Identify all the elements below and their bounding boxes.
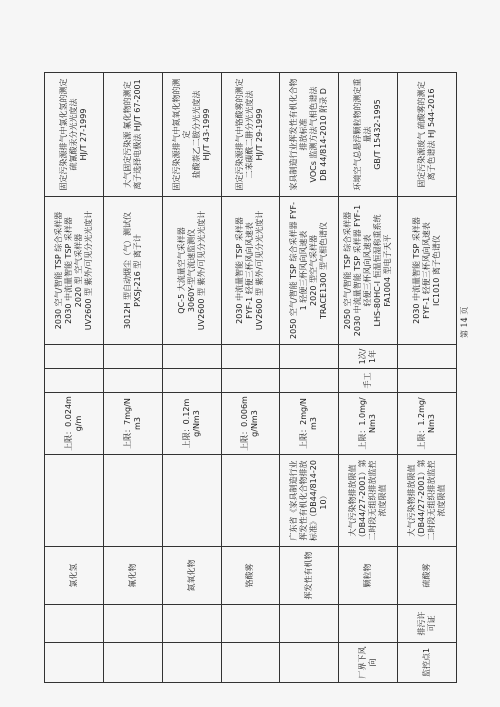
standard-cell: 大气污染物排放限值（DB44/27-2001）第二时段无组织排放监控浓度限值 [398,455,457,547]
frequency-cell [162,345,221,369]
monitoring-table [44,72,457,683]
frequency-cell [398,345,457,369]
permit-cell [45,605,104,643]
analysis-cell: 固定污染源排气中铬酸雾的测定 二苯碳酰二肼分光光度法 HJ/T 29-1999 [221,73,280,197]
pollutant-cell: 铬酸雾 [221,547,280,605]
page-footer [455,298,485,378]
analysis-cell: 环境空气总悬浮颗粒物的测定重量法 GB/T 15432-1995 [339,73,398,197]
table-row [221,73,280,683]
method-cell [45,369,104,393]
standard-cell [162,455,221,547]
pollutant-cell: 氟化物 [103,547,162,605]
limit-cell: 上限：0.12mg/Nm3 [162,393,221,455]
method-cell [221,369,280,393]
location-cell [103,643,162,683]
method-cell [103,369,162,393]
limit-cell: 上限：0.024mg/m [45,393,104,455]
permit-cell: 排污许可证 [398,605,457,643]
standard-cell [45,455,104,547]
location-cell [221,643,280,683]
frequency-cell [103,345,162,369]
location-cell: 监控点1 [398,643,457,683]
location-cell [162,643,221,683]
standard-cell: 广东省《家具制造行业挥发性有机化合物排放标准》（DB44/814-2010） [280,455,339,547]
frequency-cell: 1次/1年 [339,345,398,369]
location-cell: 厂界下风向 [339,643,398,683]
pollutant-cell: 颗粒物 [339,547,398,605]
page-number: 第 14 页 [460,306,469,338]
table-row [103,73,162,683]
permit-cell [280,605,339,643]
analysis-cell: 固定污染源排气中氯化氢的测定 硫氰酸汞分光光度法 HJ/T 27-1999 [45,73,104,197]
limit-cell: 上限：2mg/Nm3 [280,393,339,455]
permit-cell [162,605,221,643]
analysis-cell: 家具制造行业挥发性有机化合物排放标准 VOCs 监测方法气相色谱法 DB 44/814-2010 附录 D [280,73,339,197]
standard-cell [221,455,280,547]
limit-cell: 上限：7mg/Nm3 [103,393,162,455]
analysis-cell: 大气固定污染源 氟化物的测定 离子选择电极法 HJ/T 67-2001 [103,73,162,197]
limit-cell: 上限：1.2mg/Nm3 [398,393,457,455]
standard-cell: 大气污染物排放限值（DB44/27-2001）第二时段无组织排放监控浓度限值 [339,455,398,547]
analysis-cell: 固定污染源排气中氮氧化物的测定 盐酸萘乙二胺分光光度法 HJ/T 43-1999 [162,73,221,197]
location-cell [45,643,104,683]
permit-cell [221,605,280,643]
location-cell [280,643,339,683]
table-row [398,73,457,683]
method-cell [162,369,221,393]
frequency-cell [280,345,339,369]
instrument-cell: 2030 空气/智能 TSP 综合采样器 2030 中流量智能 TSP 采样器 2020 型 空气采样器 UV2600 型 紫外/可见分光光度计 [45,197,104,345]
instrument-cell: QC-5 大流量空气采样器 3060Y-型气流速监测仪 UV2600 型 紫外/可见分光光度计 [162,197,221,345]
limit-cell: 上限：1.0mg/Nm3 [339,393,398,455]
instrument-cell: 2030 中流量智能 TSP 采样器 FYF-1 轻便三杯风向风速表 UV2600 型 紫外/可见分光光度计 [221,197,280,345]
table-row [339,73,398,683]
instrument-cell: 3012H 型自动烟尘（气）测试仪 PXSJ-216 型 离子计 [103,197,162,345]
method-cell: 手工 [339,369,398,393]
instrument-cell: 2050 空气/智能 TSP 综合采样器 2030 中流量智能 TSP 采样器 FYF-1 轻便三杯风向风速表 LHS-80HC-I 恒温恒湿称重系统 FA1004 型电子天平 [339,197,398,345]
instrument-cell: 2030 中流量智能 TSP 采样器 FYF-1 轻便三杯风向风速表 IC1010 离子色谱仪 [398,197,457,345]
frequency-cell [45,345,104,369]
pollutant-cell: 氮氧化物 [162,547,221,605]
table-row [45,73,104,683]
method-cell [398,369,457,393]
permit-cell [339,605,398,643]
frequency-cell [221,345,280,369]
permit-cell [103,605,162,643]
analysis-cell: 固定污染源废气 硫酸雾的测定 离子色谱法 HJ 544-2016 [398,73,457,197]
pollutant-cell: 氯化氢 [45,547,104,605]
rotated-table-wrapper [44,73,456,683]
method-cell [280,369,339,393]
limit-cell: 上限：0.006mg/Nm3 [221,393,280,455]
standard-cell [103,455,162,547]
instrument-cell: 2050 空气/智能 TSP 综合采样器 FYF-1 轻便三杯风向风速表 2020 型空气采样器 TRACE1300 型气相色谱仪 [280,197,339,345]
pollutant-cell: 硫酸雾 [398,547,457,605]
table-row [162,73,221,683]
table-row [280,73,339,683]
pollutant-cell: 挥发性有机物 [280,547,339,605]
